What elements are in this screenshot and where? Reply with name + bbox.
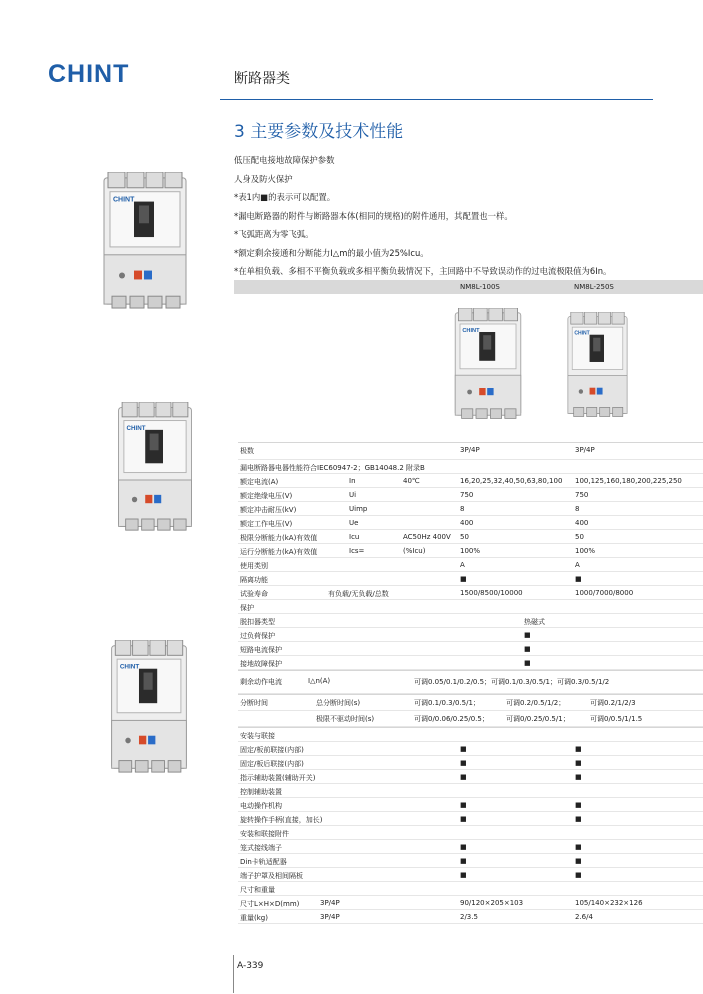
page-title: 3 主要参数及技术性能 xyxy=(234,122,404,142)
table-cell: ■ xyxy=(575,745,582,753)
model-name: NM8L-250S xyxy=(574,283,614,291)
table-row xyxy=(238,614,703,628)
table-row xyxy=(238,586,703,600)
table-cell: 3P/4P xyxy=(320,899,340,907)
table-cell: 剩余动作电流 xyxy=(240,678,282,686)
table-cell: AC50Hz 400V xyxy=(403,533,451,541)
table-cell: 40℃ xyxy=(403,477,420,485)
table-cell: 1500/8500/10000 xyxy=(460,589,523,597)
table-cell: Ui xyxy=(349,491,357,499)
table-cell: Ue xyxy=(349,519,359,527)
table-cell: 极数 xyxy=(240,447,254,455)
table-cell: 尺寸L×H×D(mm) xyxy=(240,900,300,908)
table-row xyxy=(238,798,703,812)
intro-line: 低压配电接地故障保护参数 xyxy=(234,155,335,165)
table-cell: Icu xyxy=(349,533,360,541)
table-row xyxy=(238,727,703,742)
table-row xyxy=(238,442,703,460)
table-cell: A xyxy=(460,561,465,569)
table-row xyxy=(238,854,703,868)
table-cell: ■ xyxy=(575,815,582,823)
table-cell: 400 xyxy=(575,519,589,527)
table-row xyxy=(238,516,703,530)
intro-notes xyxy=(234,151,694,281)
table-row xyxy=(238,670,703,694)
table-cell: 额定电流(A) xyxy=(240,478,279,486)
brand-logo: CHINT xyxy=(48,60,130,88)
section-title: 断路器类 xyxy=(234,71,290,87)
table-cell: ■ xyxy=(460,801,467,809)
table-cell: ■ xyxy=(575,773,582,781)
table-cell: 2/3.5 xyxy=(460,913,478,921)
table-cell: ■ xyxy=(524,631,531,639)
table-row xyxy=(238,572,703,586)
table-row xyxy=(238,826,703,840)
table-cell: 3P/4P xyxy=(575,446,595,454)
table-cell: ■ xyxy=(575,759,582,767)
table-row xyxy=(238,530,703,544)
table-row xyxy=(238,558,703,572)
table-cell: 400 xyxy=(460,519,474,527)
table-row xyxy=(238,742,703,756)
table-cell: 额定工作电压(V) xyxy=(240,520,293,528)
table-row xyxy=(238,784,703,798)
table-row xyxy=(238,711,703,727)
table-cell: 运行分断能力(kA)有效值 xyxy=(240,548,318,556)
table-cell: 重量(kg) xyxy=(240,914,268,922)
table-cell: 90/120×205×103 xyxy=(460,899,524,907)
table-cell: 笼式接线端子 xyxy=(240,844,282,852)
table-cell: 有负载/无负载/总数 xyxy=(328,590,389,598)
breaker-image-3 xyxy=(108,640,190,774)
table-cell: ■ xyxy=(460,843,467,851)
table-cell: 750 xyxy=(575,491,589,499)
header-divider xyxy=(220,99,653,100)
breaker-image-250s xyxy=(565,312,630,418)
table-cell: 8 xyxy=(460,505,465,513)
table-cell: 可调0/0.06/0.25/0.5； xyxy=(414,715,489,723)
table-cell: 可调0/0.25/0.5/1； xyxy=(506,715,570,723)
intro-line: *在单相负载、多相不平衡负载或多相平衡负载情况下，主回路中不导致误动作的过电流极限值为6In。 xyxy=(234,266,612,276)
table-cell: ■ xyxy=(460,745,467,753)
table-row xyxy=(238,896,703,910)
table-cell: ■ xyxy=(575,871,582,879)
table-row xyxy=(238,460,703,474)
spec-table xyxy=(238,442,703,924)
table-cell: ■ xyxy=(575,575,582,583)
footer-divider xyxy=(233,955,234,993)
table-cell: 接地故障保护 xyxy=(240,660,282,668)
table-row xyxy=(238,868,703,882)
page-number: A-339 xyxy=(237,961,264,971)
table-row xyxy=(238,770,703,784)
table-cell: ■ xyxy=(575,801,582,809)
table-row xyxy=(238,600,703,614)
table-cell: 16,20,25,32,40,50,63,80,100 xyxy=(460,477,563,485)
table-cell: 脱扣器类型 xyxy=(240,618,275,626)
table-cell: ■ xyxy=(575,857,582,865)
table-cell: ■ xyxy=(460,815,467,823)
table-row xyxy=(238,474,703,488)
table-cell: 分断时间 xyxy=(240,699,268,707)
table-cell: 固定/板后联接(内部) xyxy=(240,760,304,768)
table-cell: 过负荷保护 xyxy=(240,632,275,640)
breaker-image-2 xyxy=(115,402,195,532)
table-row xyxy=(238,694,703,711)
table-cell: 试验寿命 xyxy=(240,590,268,598)
intro-line: *额定剩余接通和分断能力I△m的最小值为25%Icu。 xyxy=(234,247,429,258)
intro-line: *飞弧距离为零飞弧。 xyxy=(234,229,314,239)
table-cell: 电动操作机构 xyxy=(240,802,282,810)
table-cell: ■ xyxy=(460,575,467,583)
table-row xyxy=(238,882,703,896)
table-cell: 控制辅助装置 xyxy=(240,788,282,796)
table-cell: 极限不驱动时间(s) xyxy=(316,715,375,723)
table-cell: 漏电断路器电器性能符合IEC60947-2；GB14048.2 附录B xyxy=(240,464,425,472)
breaker-image-100s xyxy=(452,308,524,420)
table-cell: 1000/7000/8000 xyxy=(575,589,634,597)
table-cell: 保护 xyxy=(240,604,254,612)
table-cell: 固定/板前联接(内部) xyxy=(240,746,304,754)
table-cell: 使用类别 xyxy=(240,562,268,570)
table-row xyxy=(238,642,703,656)
table-cell: 50 xyxy=(460,533,469,541)
intro-line: *漏电断路器的附件与断路器本体(相同的规格)的附件通用，其配置也一样。 xyxy=(234,210,513,221)
table-cell: ■ xyxy=(460,871,467,879)
table-cell: 总分断时间(s) xyxy=(316,699,361,707)
table-cell: 隔离功能 xyxy=(240,576,268,584)
table-row xyxy=(238,502,703,516)
table-cell: 可调0/0.5/1/1.5 xyxy=(590,715,643,723)
table-cell: 105/140×232×126 xyxy=(575,899,643,907)
model-name: NM8L-100S xyxy=(460,283,500,291)
table-cell: 热磁式 xyxy=(524,618,545,626)
table-cell: 2.6/4 xyxy=(575,913,593,921)
table-cell: 可调0.2/0.5/1/2； xyxy=(506,699,566,707)
table-row xyxy=(238,656,703,670)
table-cell: A xyxy=(575,561,580,569)
table-cell: 额定绝缘电压(V) xyxy=(240,492,293,500)
table-row xyxy=(238,628,703,642)
table-cell: 100,125,160,180,200,225,250 xyxy=(575,477,682,485)
table-cell: 3P/4P xyxy=(320,913,340,921)
table-cell: 极限分断能力(kA)有效值 xyxy=(240,534,318,542)
table-cell: ■ xyxy=(524,645,531,653)
table-cell: 750 xyxy=(460,491,474,499)
table-cell: Ics= xyxy=(349,547,365,555)
table-row xyxy=(238,756,703,770)
table-cell: 可调0.2/1/2/3 xyxy=(590,699,636,707)
table-cell: Uimp xyxy=(349,505,368,513)
table-cell: ■ xyxy=(575,843,582,851)
table-cell: 50 xyxy=(575,533,584,541)
table-cell: 100% xyxy=(460,547,481,555)
table-cell: Din卡轨适配器 xyxy=(240,858,287,866)
table-cell: 短路电流保护 xyxy=(240,646,282,654)
table-cell: 安装与联接 xyxy=(240,732,275,740)
table-cell: ■ xyxy=(460,773,467,781)
table-row xyxy=(238,910,703,924)
table-cell: 100% xyxy=(575,547,596,555)
table-row xyxy=(238,812,703,826)
table-cell: (%Icu) xyxy=(403,547,426,555)
table-cell: 额定冲击耐压(kV) xyxy=(240,506,297,514)
intro-line: 人身及防火保护 xyxy=(234,173,293,184)
table-cell: 安装和联接附件 xyxy=(240,830,289,838)
table-cell: ■ xyxy=(460,759,467,767)
table-cell: 端子护罩及相间隔板 xyxy=(240,872,303,880)
table-cell: ■ xyxy=(460,857,467,865)
table-cell: 可调0.1/0.3/0.5/1； xyxy=(414,699,480,707)
table-row xyxy=(238,840,703,854)
table-cell: 指示辅助装置(辅助开关) xyxy=(240,774,316,782)
table-cell: 3P/4P xyxy=(460,446,480,454)
table-cell: 尺寸和重量 xyxy=(240,886,275,894)
table-cell: 旋转操作手柄(直接，加长) xyxy=(240,816,323,824)
model-header-band xyxy=(234,280,703,294)
intro-line: *表1内■的表示可以配置。 xyxy=(234,192,336,202)
table-row xyxy=(238,488,703,502)
table-cell: In xyxy=(349,477,356,485)
table-cell: I△n(A) xyxy=(308,677,331,685)
breaker-image-1 xyxy=(100,172,190,310)
table-cell: ■ xyxy=(524,659,531,667)
table-cell: 8 xyxy=(575,505,580,513)
table-cell: 可调0.05/0.1/0.2/0.5；可调0.1/0.3/0.5/1；可调0.3/0.5/1/2 xyxy=(414,678,610,686)
table-row xyxy=(238,544,703,558)
